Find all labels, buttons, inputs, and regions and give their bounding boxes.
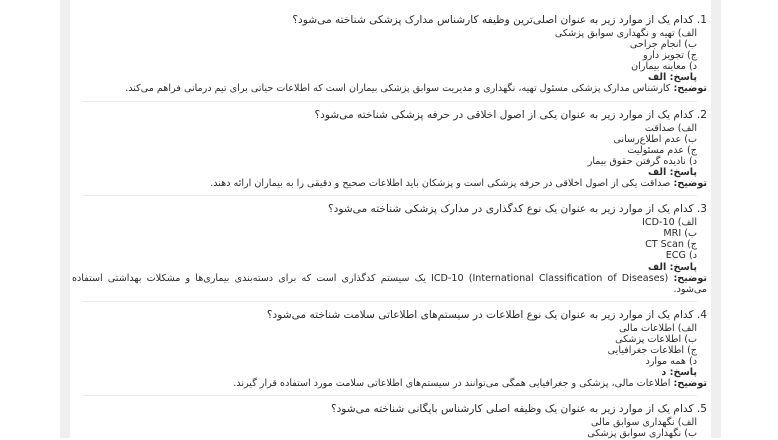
question-title: 3. کدام یک از موارد زیر به عنوان یک نوع کدگذاری در مدارک پزشکی شناخته می‌شود؟ xyxy=(327,203,707,216)
question-1 xyxy=(72,14,707,95)
explanation-label: توضیح: xyxy=(673,83,707,95)
answer-line: پاسخ: الف xyxy=(647,166,697,178)
option-d: د) معاینه بیماران xyxy=(631,61,697,73)
question-divider xyxy=(82,301,697,302)
option-c: ج) اطلاعات جغرافیایی xyxy=(607,344,697,356)
option-a: الف) تهیه و نگهداری سوابق پزشکی xyxy=(554,28,697,39)
option-d: د) ECG xyxy=(665,250,697,262)
question-title: 1. کدام یک از موارد زیر به عنوان اصلی‌ترین وظیفه کارشناس مدارک پزشکی شناخته می‌شود؟ xyxy=(292,14,707,26)
explanation-text: ICD-10 (International Classification of Diseases) یک سیستم کدگذاری است که برای دسته‌بندی بیماری‌ها و مشکلات بهداشتی استفاده می‌شود. xyxy=(72,272,707,295)
question-divider xyxy=(82,195,697,196)
quiz-document xyxy=(72,14,707,440)
explanation-text: کارشناس مدارک پزشکی مسئول تهیه، نگهداری و مدیریت سوابق پزشکی بیماران است که اطلاعات حیاتی برای تیم درمانی فراهم می‌کند. xyxy=(125,83,671,95)
explanation xyxy=(72,273,707,295)
option-a: الف) نگهداری سوابق مالی xyxy=(591,417,697,429)
right-margin-bar xyxy=(711,0,721,438)
question-title: 2. کدام یک از موارد زیر به عنوان یکی از اصول اخلاقی در حرفه پزشکی شناخته می‌شود؟ xyxy=(314,108,707,121)
question-title: 4. کدام یک از موارد زیر به عنوان یک نوع اطلاعات در سیستم‌های اطلاعاتی سلامت شناخته می‌شود؟ xyxy=(266,308,707,321)
explanation-label: توضیح: xyxy=(673,272,707,284)
option-a: الف) صداقت xyxy=(644,122,697,134)
option-b: ب) انجام جراحی xyxy=(629,39,697,51)
option-a: الف) اطلاعات مالی xyxy=(618,322,697,334)
answer-line: پاسخ: الف xyxy=(647,72,697,84)
question-divider xyxy=(82,395,697,396)
answer-line: پاسخ: الف xyxy=(647,261,697,273)
explanation-label: توضیح: xyxy=(673,178,707,190)
option-a: الف) ICD-10 xyxy=(642,217,697,229)
question-title: 5. کدام یک از موارد زیر به عنوان یک وظیفه اصلی کارشناس بایگانی شناخته می‌شود؟ xyxy=(330,403,707,416)
question-2 xyxy=(72,109,707,190)
option-d: د) نادیده گرفتن حقوق بیمار xyxy=(587,155,697,167)
option-d: د) همه موارد xyxy=(645,356,697,368)
explanation xyxy=(72,178,707,189)
explanation-label: توضیح: xyxy=(673,378,707,390)
option-c: ج) تجویز دارو xyxy=(642,50,697,62)
option-b: ب) عدم اطلاع‌رسانی xyxy=(613,133,697,145)
left-margin-bar xyxy=(60,0,70,438)
question-divider xyxy=(82,101,697,102)
explanation xyxy=(72,378,707,389)
question-4 xyxy=(72,309,707,390)
option-c: ج) CT Scan xyxy=(645,239,697,251)
option-b: ب) اطلاعات پزشکی xyxy=(615,333,697,345)
explanation-text: صداقت یکی از اصول اخلاقی در حرفه پزشکی است و پزشکان باید اطلاعات صحیح و دقیقی را به بیماران ارائه دهند. xyxy=(210,178,671,190)
answer-line: پاسخ: د xyxy=(661,367,697,379)
option-c: ج) عدم مسئولیت xyxy=(627,144,697,156)
explanation xyxy=(72,83,707,94)
explanation-text: اطلاعات مالی، پزشکی و جغرافیایی همگی می‌توانند در سیستم‌های اطلاعاتی سلامت مورد استفاده قرار گیرند. xyxy=(233,378,671,390)
question-3 xyxy=(72,203,707,295)
option-b: ب) نگهداری سوابق پزشکی xyxy=(587,428,697,440)
option-b: ب) MRI xyxy=(663,228,697,240)
question-5 xyxy=(72,403,707,439)
